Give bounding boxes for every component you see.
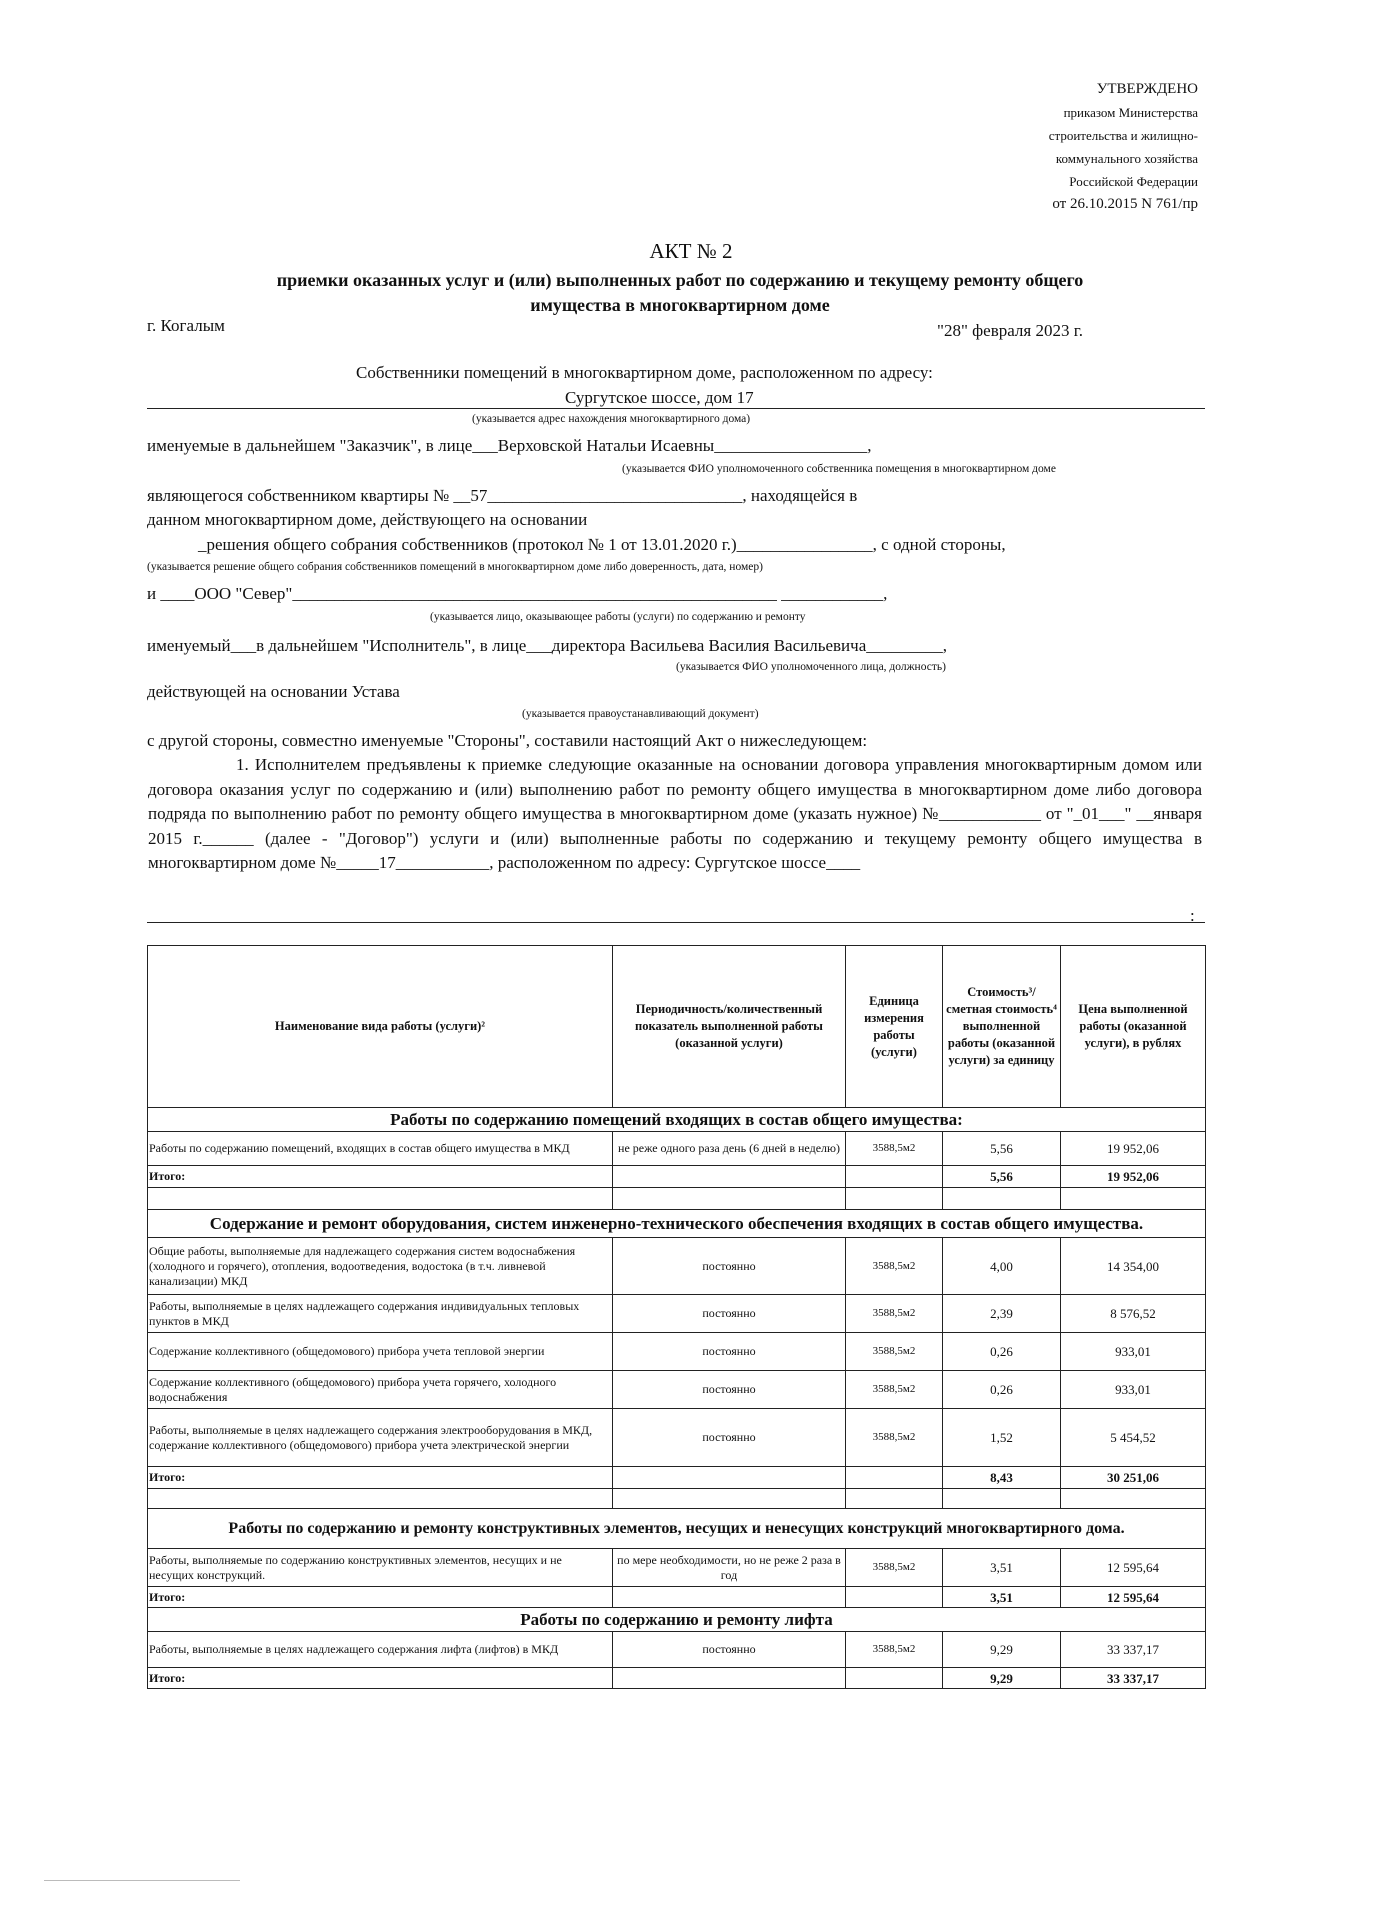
- contractor-line: и ____ООО "Север"_________________________________________________________ ____________,: [147, 584, 888, 603]
- empty-cell: [148, 1188, 613, 1210]
- act-subtitle-line-1: приемки оказанных услуг и (или) выполненных работ по содержанию и текущему ремонту общего: [276, 270, 1084, 290]
- executor-hint: (указывается ФИО уполномоченного лица, должность): [676, 661, 946, 673]
- clause-rule: [147, 922, 1205, 923]
- approval-block: [1049, 78, 1198, 216]
- cell-unit: 3588,5м2: [846, 1549, 943, 1587]
- cell-period: не реже одного раза день (6 дней в неделю): [613, 1132, 846, 1166]
- contractor-hint: (указывается лицо, оказывающее работы (услуги) по содержанию и ремонту: [430, 611, 806, 623]
- cell-cost: 4,00: [943, 1238, 1061, 1295]
- cell-cost: 9,29: [943, 1632, 1061, 1668]
- cell-unit: 3588,5м2: [846, 1333, 943, 1371]
- cell-price: 8 576,52: [1061, 1295, 1206, 1333]
- scan-edge-line: [44, 1880, 240, 1881]
- cell-name: Общие работы, выполняемые для надлежащего содержания систем водоснабжения (холодного и горячего), отопления, водоотведения, водостока (в т.ч. ливневой канализации) МКД: [148, 1238, 613, 1295]
- table-header-row: [148, 946, 1206, 1108]
- act-title: АКТ № 2: [649, 239, 733, 263]
- cell-price: 14 354,00: [1061, 1238, 1206, 1295]
- total-cost: 3,51: [943, 1587, 1061, 1608]
- approval-line-1: УТВЕРЖДЕНО: [1096, 81, 1198, 97]
- cell-cost: 0,26: [943, 1371, 1061, 1409]
- empty-cell: [846, 1467, 943, 1489]
- empty-cell: [613, 1166, 846, 1188]
- total-label: Итого:: [148, 1668, 613, 1689]
- cell-cost: 0,26: [943, 1333, 1061, 1371]
- header-name: Наименование вида работы (услуги)²: [148, 946, 613, 1108]
- section-title: Работы по содержанию помещений входящих в состав общего имущества:: [148, 1108, 1206, 1132]
- total-label: Итого:: [148, 1587, 613, 1608]
- house-line: данном многоквартирном доме, действующего на основании: [147, 510, 588, 529]
- cell-unit: 3588,5м2: [846, 1632, 943, 1668]
- section-row: [148, 1210, 1206, 1238]
- table-row: [148, 1132, 1206, 1166]
- total-row: [148, 1668, 1206, 1689]
- address-value: Сургутское шоссе, дом 17: [565, 388, 754, 407]
- owners-line: Собственники помещений в многоквартирном доме, расположенном по адресу:: [356, 363, 933, 382]
- charter-line: действующей на основании Устава: [147, 682, 400, 701]
- empty-cell: [846, 1668, 943, 1689]
- cell-name: Работы, выполняемые в целях надлежащего содержания электрооборудования в МКД, содержание коллективного (общедомового) прибора учета электрической энергии: [148, 1409, 613, 1467]
- approval-line-5: Российской Федерации: [1069, 174, 1198, 189]
- empty-cell: [846, 1489, 943, 1509]
- empty-cell: [613, 1668, 846, 1689]
- cell-name: Работы, выполняемые в целях надлежащего содержания индивидуальных тепловых пунктов в МКД: [148, 1295, 613, 1333]
- section-row: [148, 1509, 1206, 1549]
- section-title: Содержание и ремонт оборудования, систем инженерно-технического обеспечения входящих в состав общего имущества.: [148, 1210, 1206, 1238]
- total-cost: 9,29: [943, 1668, 1061, 1689]
- section-title: Работы по содержанию и ремонту лифта: [148, 1608, 1206, 1632]
- cell-period: постоянно: [613, 1295, 846, 1333]
- approval-line-2: приказом Министерства: [1063, 105, 1198, 120]
- colon: :: [1190, 906, 1195, 925]
- cell-cost: 2,39: [943, 1295, 1061, 1333]
- owner-line: являющегося собственником квартиры № __57______________________________, находящейся в: [147, 486, 858, 505]
- cell-cost: 5,56: [943, 1132, 1061, 1166]
- table-row: [148, 1295, 1206, 1333]
- total-row: [148, 1166, 1206, 1188]
- act-date: "28" февраля 2023 г.: [937, 321, 1084, 340]
- cell-period: постоянно: [613, 1371, 846, 1409]
- approval-line-4: коммунального хозяйства: [1055, 151, 1198, 166]
- act-subtitle: [180, 268, 1180, 318]
- header-cost: Стоимость³/сметная стоимость⁴ выполненной работы (оказанной услуги) за единицу: [943, 946, 1061, 1108]
- section-title: Работы по содержанию и ремонту конструктивных элементов, несущих и ненесущих конструкций многоквартирного дома.: [148, 1509, 1206, 1549]
- empty-cell: [846, 1166, 943, 1188]
- executor-line: именуемый___в дальнейшем "Исполнитель", в лице___директора Васильева Василия Васильевича_________,: [147, 636, 947, 655]
- address-hint: (указывается адрес нахождения многоквартирного дома): [472, 413, 751, 425]
- clause-1-text: 1. Исполнителем предъявлены к приемке следующие оказанные на основании договора управления многоквартирным домом или договора оказания услуг по содержанию и (или) выполнению работ по ремонту общего имущества в многоквартирном доме либо договора подряда по выполнению работ по ремонту общего имущества в многоквартирном доме (указать нужное) №____________ от "_01___" __января 2015 г.______ (далее - "Договор") услуги и (или) выполненные работы по содержанию и текущему ремонту общего имущества в многоквартирном доме №_____17___________, расположенном по адресу: Сургутское шоссе____: [148, 755, 1202, 872]
- empty-cell: [943, 1489, 1061, 1509]
- empty-cell: [1061, 1489, 1206, 1509]
- approval-line-3: строительства и жилищно-: [1048, 128, 1198, 143]
- section-row: [148, 1108, 1206, 1132]
- total-price: 30 251,06: [1061, 1467, 1206, 1489]
- header-period: Периодичность/количественный показатель выполненной работы (оказанной услуги): [613, 946, 846, 1108]
- table-row: [148, 1333, 1206, 1371]
- total-price: 12 595,64: [1061, 1587, 1206, 1608]
- total-row: [148, 1587, 1206, 1608]
- cell-unit: 3588,5м2: [846, 1371, 943, 1409]
- spacer-row: [148, 1489, 1206, 1509]
- clause-1: [148, 753, 1202, 876]
- cell-unit: 3588,5м2: [846, 1409, 943, 1467]
- cell-name: Работы по содержанию помещений, входящих в состав общего имущества в МКД: [148, 1132, 613, 1166]
- total-price: 33 337,17: [1061, 1668, 1206, 1689]
- total-cost: 5,56: [943, 1166, 1061, 1188]
- cell-name: Работы, выполняемые в целях надлежащего содержания лифта (лифтов) в МКД: [148, 1632, 613, 1668]
- cell-price: 19 952,06: [1061, 1132, 1206, 1166]
- customer-hint: (указывается ФИО уполномоченного собственника помещения в многоквартирном доме: [622, 463, 1056, 475]
- cell-period: постоянно: [613, 1333, 846, 1371]
- cell-period: по мере необходимости, но не реже 2 раза в год: [613, 1549, 846, 1587]
- city: г. Когалым: [147, 316, 225, 335]
- section-row: [148, 1608, 1206, 1632]
- address-rule: [147, 408, 1205, 409]
- empty-cell: [846, 1188, 943, 1210]
- act-subtitle-line-2: имущества в многоквартирном доме: [530, 295, 830, 315]
- empty-cell: [613, 1467, 846, 1489]
- charter-hint: (указывается правоустанавливающий документ): [522, 708, 759, 720]
- customer-line: именуемые в дальнейшем "Заказчик", в лице___Верховской Натальи Исаевны__________________,: [147, 436, 872, 455]
- total-label: Итого:: [148, 1166, 613, 1188]
- spacer-row: [148, 1188, 1206, 1210]
- services-table: [147, 945, 1206, 1689]
- other-side-line: с другой стороны, совместно именуемые "Стороны", составили настоящий Акт о нижеследующем:: [147, 731, 868, 750]
- cell-period: постоянно: [613, 1409, 846, 1467]
- total-row: [148, 1467, 1206, 1489]
- table-row: [148, 1632, 1206, 1668]
- empty-cell: [613, 1587, 846, 1608]
- empty-cell: [613, 1188, 846, 1210]
- cell-unit: 3588,5м2: [846, 1295, 943, 1333]
- basis-line: _решения общего собрания собственников (протокол № 1 от 13.01.2020 г.)________________, с одной стороны,: [198, 535, 1006, 554]
- basis-hint: (указывается решение общего собрания собственников помещений в многоквартирном доме либо доверенность, дата, номер): [147, 561, 763, 573]
- cell-name: Содержание коллективного (общедомового) прибора учета тепловой энергии: [148, 1333, 613, 1371]
- empty-cell: [613, 1489, 846, 1509]
- cell-period: постоянно: [613, 1632, 846, 1668]
- cell-price: 933,01: [1061, 1333, 1206, 1371]
- table-row: [148, 1409, 1206, 1467]
- approval-line-6: от 26.10.2015 N 761/пр: [1052, 196, 1198, 212]
- header-unit: Единица измерения работы (услуги): [846, 946, 943, 1108]
- empty-cell: [943, 1188, 1061, 1210]
- cell-period: постоянно: [613, 1238, 846, 1295]
- table-row: [148, 1238, 1206, 1295]
- total-price: 19 952,06: [1061, 1166, 1206, 1188]
- empty-cell: [1061, 1188, 1206, 1210]
- cell-name: Работы, выполняемые по содержанию конструктивных элементов, несущих и не несущих конструкций.: [148, 1549, 613, 1587]
- cell-price: 933,01: [1061, 1371, 1206, 1409]
- cell-unit: 3588,5м2: [846, 1238, 943, 1295]
- table-row: [148, 1549, 1206, 1587]
- table-row: [148, 1371, 1206, 1409]
- cell-name: Содержание коллективного (общедомового) прибора учета горячего, холодного водоснабжения: [148, 1371, 613, 1409]
- empty-cell: [148, 1489, 613, 1509]
- cell-cost: 1,52: [943, 1409, 1061, 1467]
- cell-price: 5 454,52: [1061, 1409, 1206, 1467]
- cell-cost: 3,51: [943, 1549, 1061, 1587]
- cell-price: 33 337,17: [1061, 1632, 1206, 1668]
- total-label: Итого:: [148, 1467, 613, 1489]
- total-cost: 8,43: [943, 1467, 1061, 1489]
- cell-unit: 3588,5м2: [846, 1132, 943, 1166]
- cell-price: 12 595,64: [1061, 1549, 1206, 1587]
- empty-cell: [846, 1587, 943, 1608]
- header-price: Цена выполненной работы (оказанной услуги), в рублях: [1061, 946, 1206, 1108]
